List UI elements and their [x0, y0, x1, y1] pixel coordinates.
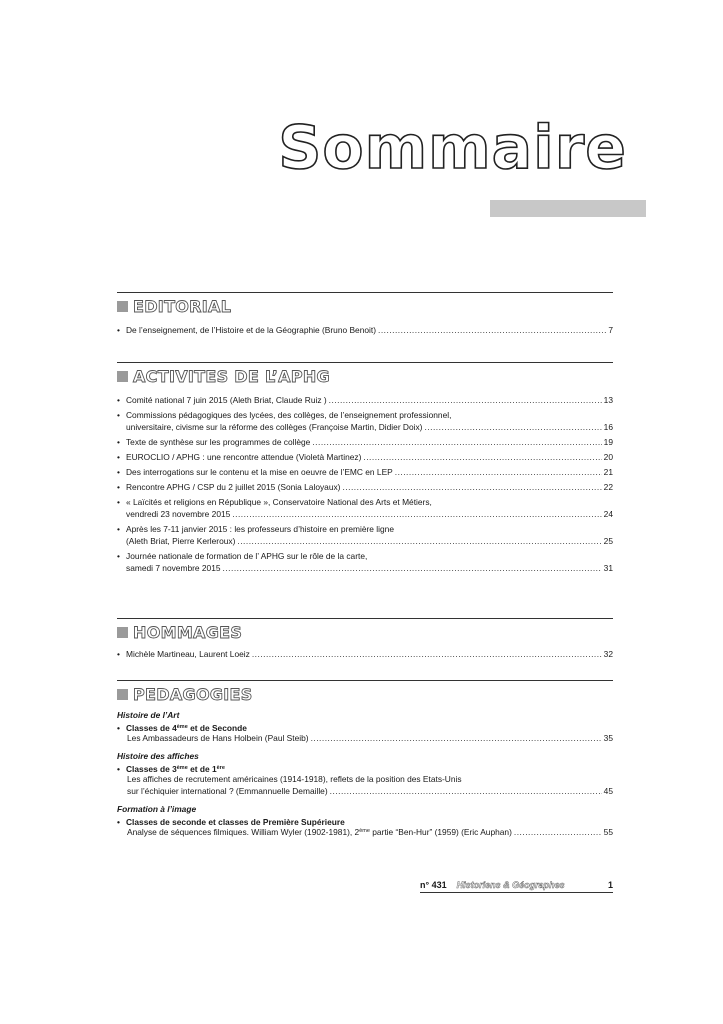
title-underline-bar	[490, 200, 646, 217]
category-label: Histoire des affiches	[117, 751, 199, 761]
toc-entry[interactable]: • Journée nationale de formation de l’ APHG sur le rôle de la carte, samedi 7 novembre 2015 ..... 31	[117, 550, 613, 574]
section-rule	[117, 618, 613, 619]
class-level: • Classes de 3ème et de 1ère	[117, 763, 613, 775]
section-header	[117, 684, 613, 704]
page-number: 1	[607, 880, 613, 890]
square-bullet-icon	[117, 371, 128, 382]
section-editorial	[117, 292, 613, 339]
toc-entry[interactable]: • Après les 7-11 janvier 2015 : les professeurs d’histoire en première ligne (Aleth Briat, Pierre Kerleroux) ..... 25	[117, 523, 613, 547]
section-title: HOMMAGES	[133, 622, 243, 642]
section-title: ACTIVITES DE L’APHG	[133, 366, 330, 386]
section-rule	[117, 680, 613, 681]
section-header	[117, 366, 613, 386]
toc-entry[interactable]: • De l’enseignement, de l’Histoire et de la Géographie (Bruno Benoit) ..... 7	[117, 324, 613, 336]
section-title: EDITORIAL	[133, 296, 232, 316]
toc-entry[interactable]: • Comité national 7 juin 2015 (Aleth Briat, Claude Ruiz ) ..... 13	[117, 394, 613, 406]
square-bullet-icon	[117, 627, 128, 638]
page-title: Sommaire	[278, 113, 627, 183]
issue-number: n° 431	[420, 880, 447, 890]
square-bullet-icon	[117, 301, 128, 312]
square-bullet-icon	[117, 689, 128, 700]
toc-entry[interactable]: • Commissions pédagogiques des lycées, des collèges, de l’enseignement professionnel, universitaire, civisme sur la réforme des collèges (Françoise Martin, Didier Doix) ..... 16	[117, 409, 613, 433]
toc-entry[interactable]: • Michèle Martineau, Laurent Loeiz ..... 32	[117, 648, 613, 660]
section-header	[117, 622, 613, 642]
section-pedagogies	[117, 680, 613, 841]
page-footer	[420, 878, 613, 893]
toc-entry[interactable]: • Texte de synthèse sur les programmes de collège ..... 19	[117, 436, 613, 448]
toc-entry[interactable]: Les Ambassadeurs de Hans Holbein (Paul Steib) ..... 35	[117, 732, 613, 744]
section-hommages	[117, 618, 613, 663]
journal-name: Historiens & Géographes	[456, 880, 565, 890]
section-rule	[117, 362, 613, 363]
section-rule	[117, 292, 613, 293]
toc-entry[interactable]: • Rencontre APHG / CSP du 2 juillet 2015 (Sonia Laloyaux) ..... 22	[117, 481, 613, 493]
toc-entry[interactable]: Analyse de séquences filmiques. William Wyler (1902-1981), 2ème partie “Ben-Hur” (1959) (Eric Auphan) ..... 55	[117, 826, 613, 838]
class-level: • Classes de seconde et classes de Première Supérieure	[117, 816, 613, 828]
toc-entry[interactable]: • « Laïcités et religions en République », Conservatoire National des Arts et Métiers, vendredi 23 novembre 2015 ..... 24	[117, 496, 613, 520]
category-label: Formation à l’image	[117, 804, 197, 814]
category-label: Histoire de l’Art	[117, 710, 180, 720]
toc-entry[interactable]: • Des interrogations sur le contenu et la mise en oeuvre de l’EMC en LEP ..... 21	[117, 466, 613, 478]
section-activites	[117, 362, 613, 577]
section-title: PEDAGOGIES	[133, 684, 253, 704]
class-level: • Classes de 4ème et de Seconde	[117, 722, 613, 734]
section-header	[117, 296, 613, 316]
toc-entry[interactable]: • EUROCLIO / APHG : une rencontre attendue (Violetà Martinez) ..... 20	[117, 451, 613, 463]
toc-entry[interactable]: Les affiches de recrutement américaines (1914-1918), reflets de la position des Etats-Unis sur l’échiquier international ? (Emmannuelle Demaille) ..... 45	[117, 773, 613, 797]
